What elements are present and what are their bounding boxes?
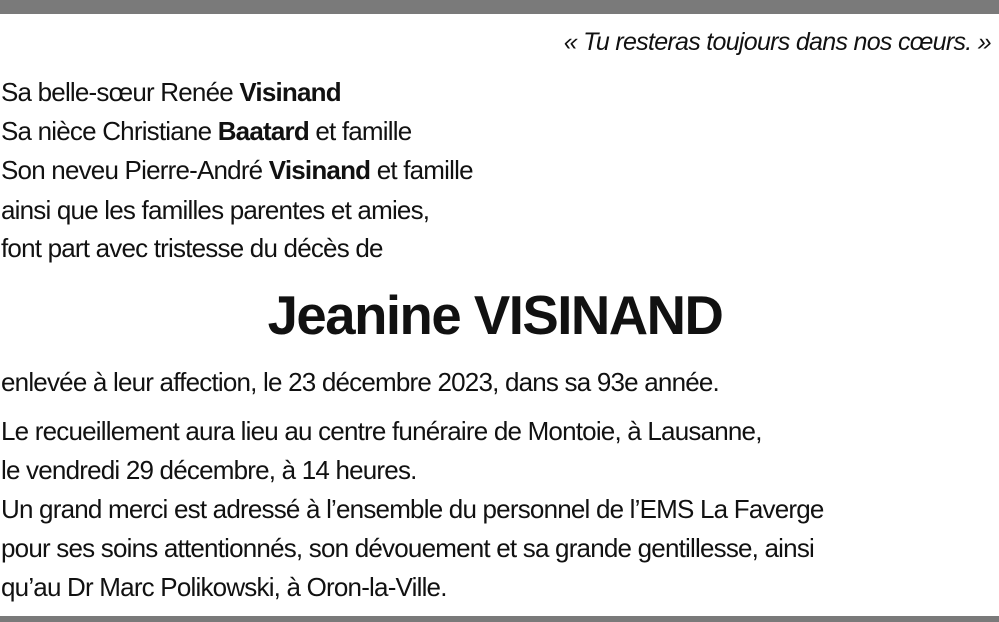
thanks-line-3: qu’au Dr Marc Polikowski, à Oron-la-Ville. — [1, 572, 447, 602]
top-border — [0, 0, 999, 14]
quote: « Tu resteras toujours dans nos cœurs. » — [563, 28, 991, 56]
ceremony-line-1: Le recueillement aura lieu au centre funéraire de Montoie, à Lausanne, — [1, 416, 762, 446]
family-line-4: ainsi que les familles parentes et amies, — [1, 195, 430, 225]
thanks-line-1: Un grand merci est adressé à l’ensemble du personnel de l’EMS La Faverge — [1, 494, 824, 524]
family-line-5: font part avec tristesse du décès de — [1, 233, 383, 263]
bottom-border — [0, 616, 999, 622]
family-line-2: Sa nièce Christiane Baatard et famille — [1, 116, 412, 146]
family-line-3: Son neveu Pierre-André Visinand et famille — [1, 155, 473, 185]
death-line: enlevée à leur affection, le 23 décembre 2023, dans sa 93e année. — [1, 367, 719, 397]
deceased-name: Jeanine VISINAND — [267, 284, 723, 346]
family-line-1: Sa belle-sœur Renée Visinand — [1, 77, 341, 107]
ceremony-line-2: le vendredi 29 décembre, à 14 heures. — [1, 455, 417, 485]
thanks-line-2: pour ses soins attentionnés, son dévouement et sa grande gentillesse, ainsi — [1, 533, 814, 563]
